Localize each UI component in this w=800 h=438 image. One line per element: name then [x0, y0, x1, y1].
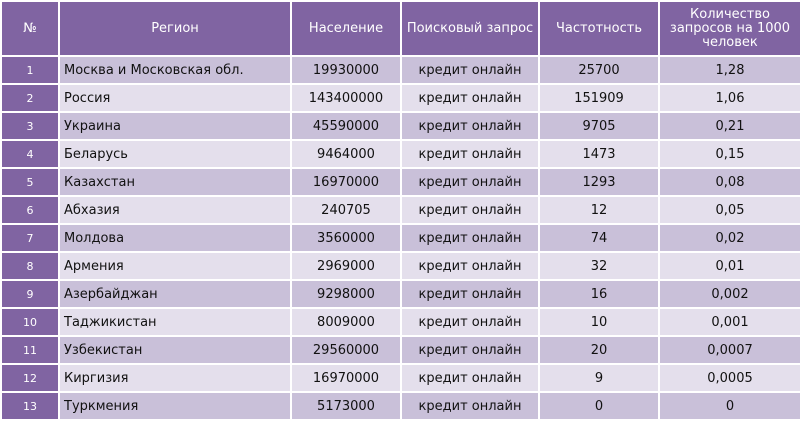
cell-population: 16970000 — [292, 365, 400, 391]
cell-per-1000: 0,0007 — [660, 337, 800, 363]
cell-query: кредит онлайн — [402, 113, 538, 139]
cell-region: Армения — [60, 253, 290, 279]
cell-population: 2969000 — [292, 253, 400, 279]
header-frequency: Частотность — [540, 2, 658, 55]
cell-region: Беларусь — [60, 141, 290, 167]
cell-per-1000: 0,08 — [660, 169, 800, 195]
cell-region: Молдова — [60, 225, 290, 251]
cell-region: Москва и Московская обл. — [60, 57, 290, 83]
cell-population: 9298000 — [292, 281, 400, 307]
cell-query: кредит онлайн — [402, 337, 538, 363]
cell-num: 2 — [2, 85, 58, 111]
cell-region: Абхазия — [60, 197, 290, 223]
cell-frequency: 74 — [540, 225, 658, 251]
table-row — [2, 113, 800, 139]
cell-frequency: 1293 — [540, 169, 658, 195]
cell-num: 6 — [2, 197, 58, 223]
cell-frequency: 151909 — [540, 85, 658, 111]
header-row — [2, 2, 800, 55]
table-row — [2, 337, 800, 363]
cell-num: 10 — [2, 309, 58, 335]
cell-per-1000: 0,0005 — [660, 365, 800, 391]
table-row — [2, 365, 800, 391]
cell-query: кредит онлайн — [402, 141, 538, 167]
table-row — [2, 225, 800, 251]
table-row — [2, 309, 800, 335]
cell-query: кредит онлайн — [402, 57, 538, 83]
cell-frequency: 9 — [540, 365, 658, 391]
cell-per-1000: 0,002 — [660, 281, 800, 307]
cell-per-1000: 1,06 — [660, 85, 800, 111]
header-population: Население — [292, 2, 400, 55]
cell-population: 240705 — [292, 197, 400, 223]
cell-region: Таджикистан — [60, 309, 290, 335]
cell-per-1000: 0,01 — [660, 253, 800, 279]
cell-population: 19930000 — [292, 57, 400, 83]
cell-query: кредит онлайн — [402, 197, 538, 223]
cell-per-1000: 0,001 — [660, 309, 800, 335]
cell-frequency: 16 — [540, 281, 658, 307]
cell-per-1000: 0,15 — [660, 141, 800, 167]
cell-query: кредит онлайн — [402, 85, 538, 111]
cell-num: 11 — [2, 337, 58, 363]
table-row — [2, 85, 800, 111]
cell-num: 9 — [2, 281, 58, 307]
cell-per-1000: 0,05 — [660, 197, 800, 223]
cell-num: 4 — [2, 141, 58, 167]
cell-population: 16970000 — [292, 169, 400, 195]
cell-query: кредит онлайн — [402, 365, 538, 391]
cell-frequency: 1473 — [540, 141, 658, 167]
cell-region: Азербайджан — [60, 281, 290, 307]
cell-per-1000: 0,21 — [660, 113, 800, 139]
header-region: Регион — [60, 2, 290, 55]
cell-region: Туркмения — [60, 393, 290, 419]
cell-frequency: 9705 — [540, 113, 658, 139]
table-row — [2, 141, 800, 167]
cell-region: Киргизия — [60, 365, 290, 391]
cell-population: 29560000 — [292, 337, 400, 363]
cell-query: кредит онлайн — [402, 169, 538, 195]
cell-per-1000: 0 — [660, 393, 800, 419]
header-num: № — [2, 2, 58, 55]
cell-per-1000: 1,28 — [660, 57, 800, 83]
cell-frequency: 25700 — [540, 57, 658, 83]
table-row — [2, 281, 800, 307]
cell-num: 5 — [2, 169, 58, 195]
header-per-1000: Количество запросов на 1000 человек — [660, 2, 800, 55]
table-row — [2, 197, 800, 223]
cell-population: 8009000 — [292, 309, 400, 335]
cell-population: 143400000 — [292, 85, 400, 111]
cell-region: Казахстан — [60, 169, 290, 195]
table-row — [2, 57, 800, 83]
cell-query: кредит онлайн — [402, 281, 538, 307]
cell-num: 3 — [2, 113, 58, 139]
cell-population: 9464000 — [292, 141, 400, 167]
cell-frequency: 0 — [540, 393, 658, 419]
table-row — [2, 169, 800, 195]
cell-query: кредит онлайн — [402, 253, 538, 279]
cell-population: 45590000 — [292, 113, 400, 139]
cell-frequency: 12 — [540, 197, 658, 223]
cell-num: 1 — [2, 57, 58, 83]
cell-num: 13 — [2, 393, 58, 419]
cell-num: 7 — [2, 225, 58, 251]
cell-num: 12 — [2, 365, 58, 391]
cell-frequency: 10 — [540, 309, 658, 335]
cell-region: Украина — [60, 113, 290, 139]
cell-per-1000: 0,02 — [660, 225, 800, 251]
cell-population: 3560000 — [292, 225, 400, 251]
cell-query: кредит онлайн — [402, 393, 538, 419]
cell-num: 8 — [2, 253, 58, 279]
cell-query: кредит онлайн — [402, 225, 538, 251]
cell-region: Россия — [60, 85, 290, 111]
cell-region: Узбекистан — [60, 337, 290, 363]
cell-population: 5173000 — [292, 393, 400, 419]
cell-frequency: 20 — [540, 337, 658, 363]
header-query: Поисковый запрос — [402, 2, 538, 55]
table-row — [2, 253, 800, 279]
cell-frequency: 32 — [540, 253, 658, 279]
table-row — [2, 393, 800, 419]
cell-query: кредит онлайн — [402, 309, 538, 335]
